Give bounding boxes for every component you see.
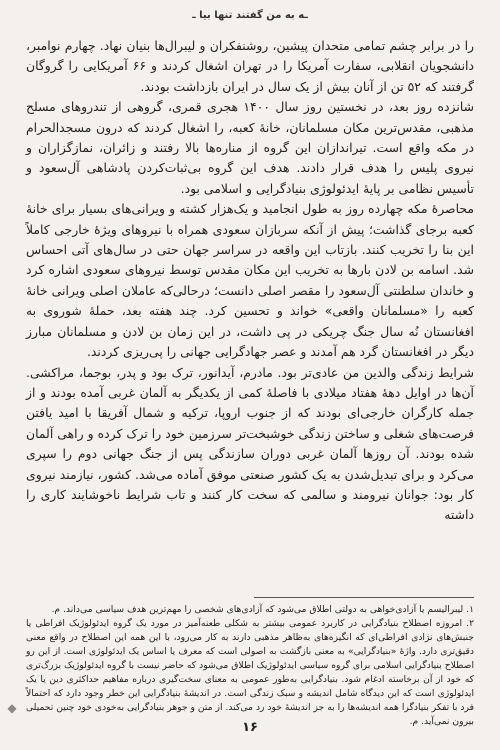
footnote-divider bbox=[254, 597, 474, 598]
paragraph: شانزده روز بعد، در نخستین روز سال ۱۴۰۰ هجری قمری، گروهی از تندروهای مسلح مذهبی، مقدس‌ترین مکان مسلمانان، خانهٔ کعبه، را اشغال کردند که درون مسجدالحرام در مکه واقع است. تیراندازان این گروه از مناره‌ها بالا رفتند و زائران، نمازگزاران و نیروی پلیس را هدف قرار دادند. هدف این گروه بی‌ثبات‌کردن پادشاهی آل‌سعود و تأسیس نظامی بر پایهٔ ایدئولوژی بنیادگرایی و اسلامی بود. bbox=[26, 99, 474, 196]
footnote: ۱. لیبرالیسم یا آزادی‌خواهی به دولتی اطلاق می‌شود که آزادی‌های شخصی را مهم‌ترین هدف سیاسی می‌داند. م. bbox=[51, 604, 474, 615]
running-head: ـه به من گفتند تنها بیا ـ bbox=[192, 10, 308, 21]
paragraph: محاصرهٔ مکه چهارده روز به طول انجامید و یک‌هزار کشته و ویرانی‌های بسیار برای خانهٔ کعبه برجای گذاشت؛ پیش از آنکه سربازان سعودی همراه با نیروهای ویژهٔ خارجی کاملاً این بنا را تخریب کنند. بازتاب این واقعه در سراسر جهان حتی در سال‌های آتی احساس شد. اسامه بن لادن بارها به تخریب این مکان مقدس توسط نیروهای سعودی اشاره کرد و خاندان سلطنتی آل‌سعود را مقصر اصلی دانست؛ درحالی‌که عاملان اصلی ویرانی خانهٔ کعبه را «مسلمانان واقعی» خواند و تحسین کرد. چند هفته بعد، حملهٔ شوروی به افغانستان نُه سال جنگ چریکی در پی داشت، در این زمان بن لادن و مسلمانان مبارز دیگر در افغانستان گرد هم آمدند و عصر جهادگرایی جهانی را پی‌ریزی کردند. bbox=[26, 201, 474, 360]
page-number: ۱۶ bbox=[242, 720, 258, 735]
paragraph: شرایط زندگی والدین من عادی‌تر بود. مادرم، آیدانور، ترک بود و پدر، بوجما، مراکشی. آن‌ها در اوایل دههٔ هفتاد میلادی با فاصلهٔ کمی از یکدیگر به آلمان غربی آمده بودند و از جمله کارگران خارجی‌ای بودند که از جنوب اروپا، ترکیه و شمال آفریقا با امید یافتن فرصت‌های شغلی و ساختن زندگی خوشبخت‌تر سرزمین خود را ترک کرده و راهی آلمان شده بودند. آن روزها آلمان غربی دوران سازندگی پس از جنگ جهانی دوم را سپری می‌کرد و برای تبدیل‌شدن به یک کشور صنعتی موفق آماده می‌شد. کشور، نیازمند نیروی کار بود: جوانان نیرومند و سالمی که سخت کار کنند و تاب شرایط ناخوشایند کاری را داشته bbox=[26, 364, 474, 523]
edge-logo-icon: ◆ bbox=[7, 701, 17, 715]
footnotes bbox=[26, 603, 474, 729]
footnote: ۲. امروزه اصطلاح بنیادگرایی در کاربرد عمومی بیشتر به شکلی طعنه‌آمیز در مورد یک گروه ایدئولوژیک افراطی یا جنبش‌های نژادی افراطی‌ای که انگیزه‌های به‌ظاهر مذهبی دارند به کار می‌رود، با این همه این اصطلاح در واقع معنی دقیق‌تری دارد. واژهٔ «بنیادگرایی» به معنی بازگشت به اصولی است که معرف یا اساس یک ایدئولوژی است. از این رو اصطلاح بنیادگرایی اسلامی برای گروه سیاسی ایدئولوژیک اطلاق می‌شود که حاضر نیست با گروه ایدئولوژیک بزرگ‌تری که خود از آن برخاسته ادغام شود. بنیادگرایی به‌طور عمومی به معنای سخت‌گیری درباره مفاهیم حداکثری دین یا یک ایدئولوژی است که این دیدگاه شامل اندیشه و سبک زندگی است. در اندیشهٔ بنیادگرایی این خطر وجود دارد که احتمالاً فرد با تفکر بنیادگرا همه اندیشه‌ها را به جز اندیشهٔ خود رد می‌کند. از متن و جوهر بنیادگرایی به‌خودی خود چنین تحمیلی بیرون نمی‌آید. م. bbox=[26, 618, 474, 727]
body-text bbox=[26, 36, 474, 526]
paragraph: را در برابر چشم تمامی متحدان پیشین، روشنفکران و لیبرال‌ها بنیان نهاد. چهارم نوامبر، دانشجویان انقلابی، سفارت آمریکا را در تهران اشغال کردند و ۶۶ آمریکایی را گروگان گرفتند که ۵۲ تن از آنان بیش از یک سال در ایران بازداشت بودند. bbox=[26, 38, 474, 94]
